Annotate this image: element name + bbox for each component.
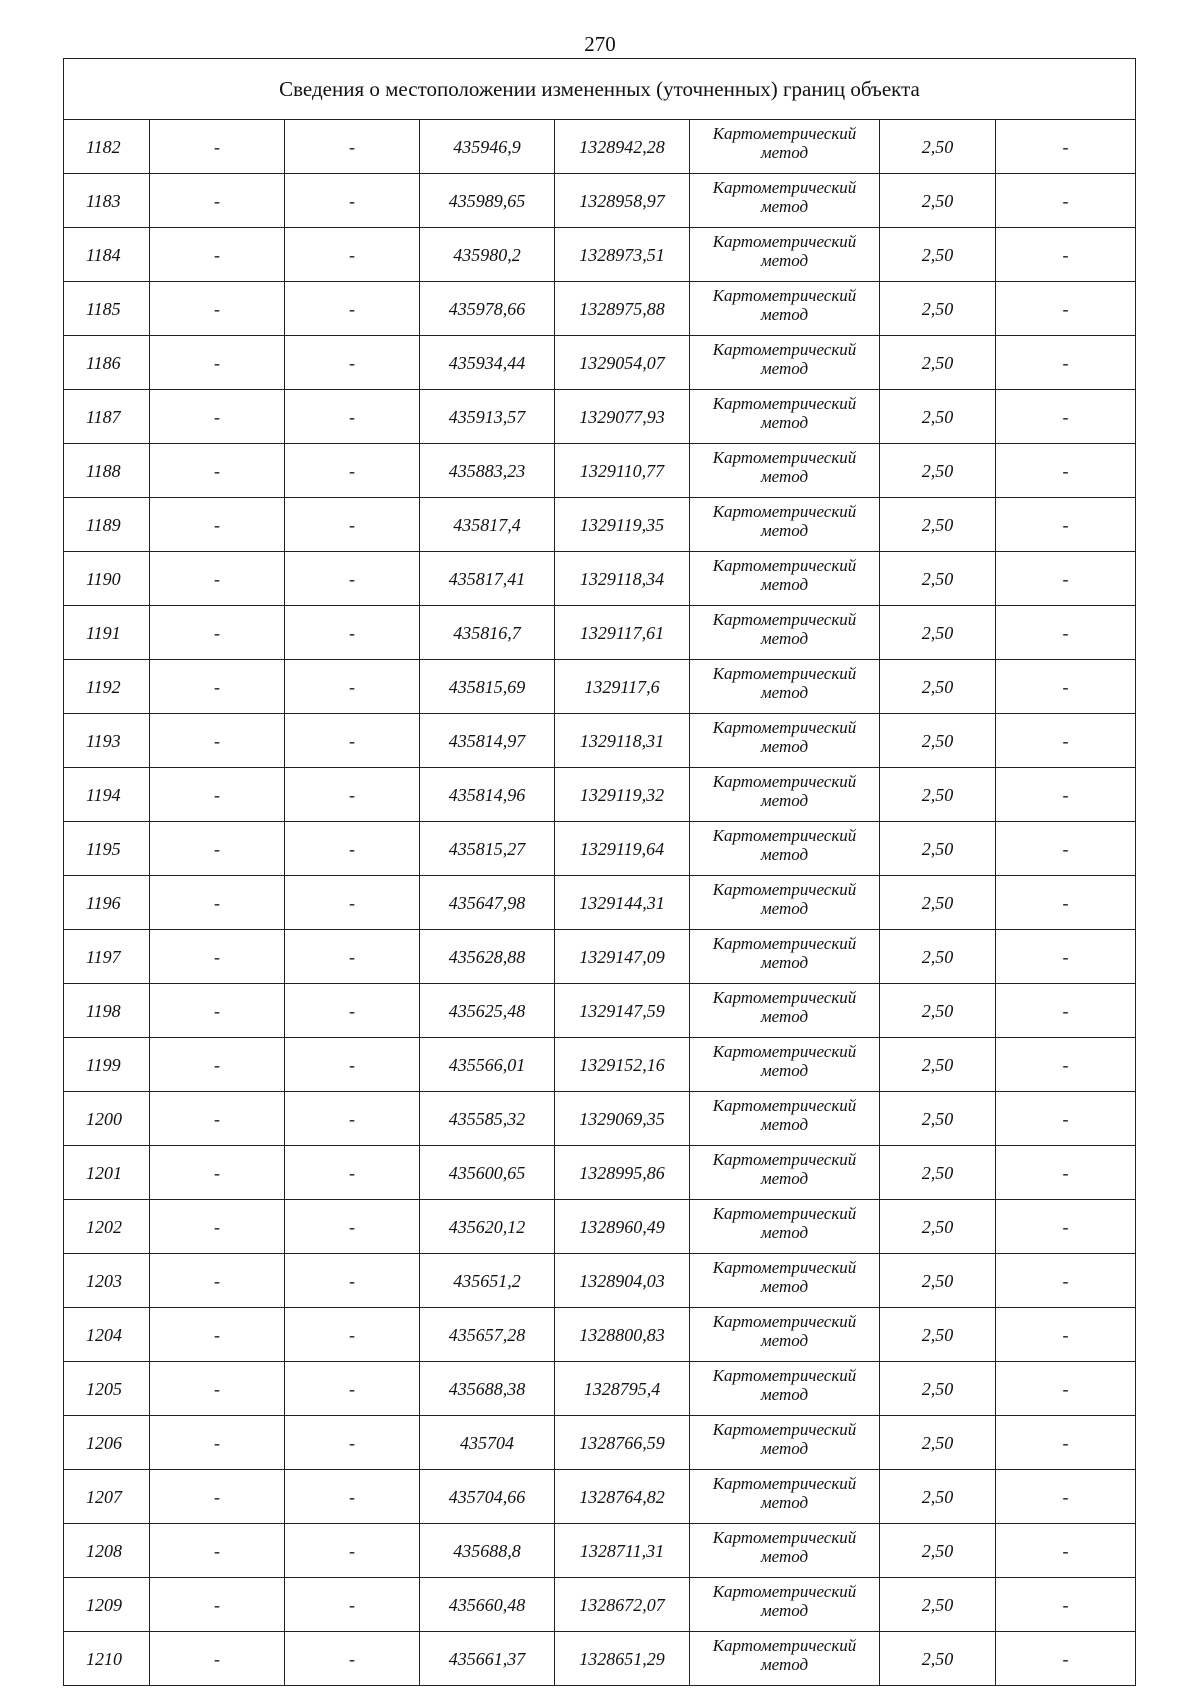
table-row: [64, 606, 1136, 660]
point-number-cell: 1210: [64, 1632, 150, 1686]
method-cell: Картометрический метод: [690, 660, 880, 714]
table-row: [64, 174, 1136, 228]
method-cell: Картометрический метод: [690, 174, 880, 228]
empty-cell: -: [285, 1146, 420, 1200]
point-number-cell: 1193: [64, 714, 150, 768]
empty-cell: -: [150, 660, 285, 714]
table-row: [64, 1470, 1136, 1524]
precision-cell: 2,50: [880, 1038, 996, 1092]
empty-cell: -: [150, 1578, 285, 1632]
method-cell: Картометрический метод: [690, 120, 880, 174]
empty-cell: -: [150, 1416, 285, 1470]
method-cell: Картометрический метод: [690, 1092, 880, 1146]
point-number-cell: 1205: [64, 1362, 150, 1416]
x-coordinate-cell: 435815,69: [420, 660, 555, 714]
empty-cell: -: [150, 498, 285, 552]
empty-cell: -: [996, 498, 1136, 552]
point-number-cell: 1188: [64, 444, 150, 498]
y-coordinate-cell: 1329152,16: [555, 1038, 690, 1092]
table-row: [64, 444, 1136, 498]
empty-cell: -: [150, 822, 285, 876]
x-coordinate-cell: 435989,65: [420, 174, 555, 228]
empty-cell: -: [285, 1308, 420, 1362]
precision-cell: 2,50: [880, 390, 996, 444]
empty-cell: -: [285, 1470, 420, 1524]
empty-cell: -: [285, 1524, 420, 1578]
method-cell: Картометрический метод: [690, 714, 880, 768]
empty-cell: -: [285, 714, 420, 768]
method-cell: Картометрический метод: [690, 876, 880, 930]
x-coordinate-cell: 435688,38: [420, 1362, 555, 1416]
empty-cell: -: [150, 1092, 285, 1146]
empty-cell: -: [285, 876, 420, 930]
point-number-cell: 1208: [64, 1524, 150, 1578]
y-coordinate-cell: 1328795,4: [555, 1362, 690, 1416]
table-row: [64, 660, 1136, 714]
x-coordinate-cell: 435600,65: [420, 1146, 555, 1200]
method-cell: Картометрический метод: [690, 552, 880, 606]
empty-cell: -: [996, 1146, 1136, 1200]
x-coordinate-cell: 435566,01: [420, 1038, 555, 1092]
empty-cell: -: [996, 1254, 1136, 1308]
empty-cell: -: [150, 984, 285, 1038]
y-coordinate-cell: 1329117,61: [555, 606, 690, 660]
point-number-cell: 1185: [64, 282, 150, 336]
empty-cell: -: [150, 444, 285, 498]
empty-cell: -: [996, 1524, 1136, 1578]
x-coordinate-cell: 435816,7: [420, 606, 555, 660]
empty-cell: -: [285, 1038, 420, 1092]
method-cell: Картометрический метод: [690, 1524, 880, 1578]
precision-cell: 2,50: [880, 120, 996, 174]
empty-cell: -: [285, 1578, 420, 1632]
method-cell: Картометрический метод: [690, 1146, 880, 1200]
empty-cell: -: [996, 444, 1136, 498]
method-cell: Картометрический метод: [690, 1470, 880, 1524]
empty-cell: -: [150, 1362, 285, 1416]
table-row: [64, 120, 1136, 174]
method-cell: Картометрический метод: [690, 606, 880, 660]
x-coordinate-cell: 435815,27: [420, 822, 555, 876]
empty-cell: -: [150, 1632, 285, 1686]
empty-cell: -: [996, 1092, 1136, 1146]
precision-cell: 2,50: [880, 1632, 996, 1686]
empty-cell: -: [996, 390, 1136, 444]
empty-cell: -: [150, 768, 285, 822]
y-coordinate-cell: 1329110,77: [555, 444, 690, 498]
point-number-cell: 1207: [64, 1470, 150, 1524]
point-number-cell: 1189: [64, 498, 150, 552]
empty-cell: -: [150, 606, 285, 660]
table-row: [64, 984, 1136, 1038]
empty-cell: -: [996, 876, 1136, 930]
page-number: 270: [584, 32, 616, 56]
table-row: [64, 390, 1136, 444]
empty-cell: -: [150, 1038, 285, 1092]
point-number-cell: 1196: [64, 876, 150, 930]
table-row: [64, 228, 1136, 282]
empty-cell: -: [285, 336, 420, 390]
method-cell: Картометрический метод: [690, 498, 880, 552]
table-row: [64, 822, 1136, 876]
empty-cell: -: [996, 120, 1136, 174]
point-number-cell: 1200: [64, 1092, 150, 1146]
x-coordinate-cell: 435883,23: [420, 444, 555, 498]
x-coordinate-cell: 435660,48: [420, 1578, 555, 1632]
empty-cell: -: [996, 228, 1136, 282]
table-row: [64, 1362, 1136, 1416]
empty-cell: -: [285, 282, 420, 336]
empty-cell: -: [150, 120, 285, 174]
point-number-cell: 1194: [64, 768, 150, 822]
table-row: [64, 1146, 1136, 1200]
empty-cell: -: [996, 660, 1136, 714]
x-coordinate-cell: 435688,8: [420, 1524, 555, 1578]
empty-cell: -: [285, 174, 420, 228]
empty-cell: -: [996, 930, 1136, 984]
empty-cell: -: [996, 174, 1136, 228]
point-number-cell: 1191: [64, 606, 150, 660]
empty-cell: -: [285, 1254, 420, 1308]
empty-cell: -: [285, 822, 420, 876]
precision-cell: 2,50: [880, 228, 996, 282]
empty-cell: -: [285, 1362, 420, 1416]
empty-cell: -: [150, 390, 285, 444]
empty-cell: -: [996, 1362, 1136, 1416]
point-number-cell: 1199: [64, 1038, 150, 1092]
empty-cell: -: [150, 552, 285, 606]
y-coordinate-cell: 1328651,29: [555, 1632, 690, 1686]
precision-cell: 2,50: [880, 930, 996, 984]
x-coordinate-cell: 435817,41: [420, 552, 555, 606]
table-title: Сведения о местоположении измененных (уточненных) границ объекта: [64, 59, 1136, 120]
method-cell: Картометрический метод: [690, 390, 880, 444]
y-coordinate-cell: 1329147,59: [555, 984, 690, 1038]
x-coordinate-cell: 435620,12: [420, 1200, 555, 1254]
empty-cell: -: [150, 1146, 285, 1200]
empty-cell: -: [996, 606, 1136, 660]
empty-cell: -: [285, 1416, 420, 1470]
precision-cell: 2,50: [880, 984, 996, 1038]
empty-cell: -: [150, 1200, 285, 1254]
method-cell: Картометрический метод: [690, 1578, 880, 1632]
table-row: [64, 282, 1136, 336]
table-row: [64, 1632, 1136, 1686]
precision-cell: 2,50: [880, 1524, 996, 1578]
empty-cell: -: [285, 552, 420, 606]
table-row: [64, 1578, 1136, 1632]
point-number-cell: 1209: [64, 1578, 150, 1632]
empty-cell: -: [996, 714, 1136, 768]
precision-cell: 2,50: [880, 606, 996, 660]
precision-cell: 2,50: [880, 1470, 996, 1524]
table-row: [64, 714, 1136, 768]
precision-cell: 2,50: [880, 1146, 996, 1200]
y-coordinate-cell: 1328973,51: [555, 228, 690, 282]
y-coordinate-cell: 1329144,31: [555, 876, 690, 930]
table-row: [64, 1416, 1136, 1470]
table-row: [64, 930, 1136, 984]
y-coordinate-cell: 1329118,31: [555, 714, 690, 768]
method-cell: Картометрический метод: [690, 1038, 880, 1092]
empty-cell: -: [996, 1038, 1136, 1092]
method-cell: Картометрический метод: [690, 1632, 880, 1686]
table-row: [64, 1308, 1136, 1362]
empty-cell: -: [150, 1470, 285, 1524]
empty-cell: -: [285, 498, 420, 552]
method-cell: Картометрический метод: [690, 282, 880, 336]
method-cell: Картометрический метод: [690, 336, 880, 390]
x-coordinate-cell: 435657,28: [420, 1308, 555, 1362]
x-coordinate-cell: 435978,66: [420, 282, 555, 336]
empty-cell: -: [996, 552, 1136, 606]
empty-cell: -: [996, 822, 1136, 876]
method-cell: Картометрический метод: [690, 930, 880, 984]
method-cell: Картометрический метод: [690, 1416, 880, 1470]
method-cell: Картометрический метод: [690, 1308, 880, 1362]
precision-cell: 2,50: [880, 444, 996, 498]
table-title-row: [64, 59, 1136, 120]
method-cell: Картометрический метод: [690, 1254, 880, 1308]
point-number-cell: 1186: [64, 336, 150, 390]
point-number-cell: 1202: [64, 1200, 150, 1254]
precision-cell: 2,50: [880, 174, 996, 228]
y-coordinate-cell: 1329147,09: [555, 930, 690, 984]
empty-cell: -: [150, 876, 285, 930]
table-body: [64, 120, 1136, 1686]
y-coordinate-cell: 1329069,35: [555, 1092, 690, 1146]
empty-cell: -: [285, 930, 420, 984]
point-number-cell: 1195: [64, 822, 150, 876]
x-coordinate-cell: 435585,32: [420, 1092, 555, 1146]
point-number-cell: 1204: [64, 1308, 150, 1362]
method-cell: Картометрический метод: [690, 1200, 880, 1254]
point-number-cell: 1192: [64, 660, 150, 714]
empty-cell: -: [150, 282, 285, 336]
y-coordinate-cell: 1329077,93: [555, 390, 690, 444]
y-coordinate-cell: 1328942,28: [555, 120, 690, 174]
empty-cell: -: [150, 174, 285, 228]
y-coordinate-cell: 1328960,49: [555, 1200, 690, 1254]
empty-cell: -: [285, 1200, 420, 1254]
precision-cell: 2,50: [880, 1308, 996, 1362]
y-coordinate-cell: 1329119,64: [555, 822, 690, 876]
table-row: [64, 336, 1136, 390]
table-row: [64, 768, 1136, 822]
y-coordinate-cell: 1329054,07: [555, 336, 690, 390]
x-coordinate-cell: 435651,2: [420, 1254, 555, 1308]
method-cell: Картометрический метод: [690, 822, 880, 876]
empty-cell: -: [285, 606, 420, 660]
x-coordinate-cell: 435661,37: [420, 1632, 555, 1686]
empty-cell: -: [996, 984, 1136, 1038]
empty-cell: -: [285, 228, 420, 282]
empty-cell: -: [285, 1632, 420, 1686]
y-coordinate-cell: 1329119,35: [555, 498, 690, 552]
precision-cell: 2,50: [880, 1578, 996, 1632]
x-coordinate-cell: 435946,9: [420, 120, 555, 174]
point-number-cell: 1206: [64, 1416, 150, 1470]
point-number-cell: 1183: [64, 174, 150, 228]
table-row: [64, 552, 1136, 606]
x-coordinate-cell: 435704,66: [420, 1470, 555, 1524]
precision-cell: 2,50: [880, 498, 996, 552]
empty-cell: -: [150, 714, 285, 768]
x-coordinate-cell: 435980,2: [420, 228, 555, 282]
y-coordinate-cell: 1329119,32: [555, 768, 690, 822]
empty-cell: -: [150, 930, 285, 984]
empty-cell: -: [285, 660, 420, 714]
table-row: [64, 1092, 1136, 1146]
table-row: [64, 1524, 1136, 1578]
x-coordinate-cell: 435934,44: [420, 336, 555, 390]
point-number-cell: 1182: [64, 120, 150, 174]
table-row: [64, 1038, 1136, 1092]
x-coordinate-cell: 435814,96: [420, 768, 555, 822]
precision-cell: 2,50: [880, 876, 996, 930]
table-row: [64, 1254, 1136, 1308]
point-number-cell: 1201: [64, 1146, 150, 1200]
table-row: [64, 498, 1136, 552]
empty-cell: -: [996, 336, 1136, 390]
precision-cell: 2,50: [880, 1254, 996, 1308]
table-row: [64, 1200, 1136, 1254]
table-row: [64, 876, 1136, 930]
empty-cell: -: [996, 1578, 1136, 1632]
precision-cell: 2,50: [880, 714, 996, 768]
x-coordinate-cell: 435913,57: [420, 390, 555, 444]
x-coordinate-cell: 435814,97: [420, 714, 555, 768]
empty-cell: -: [996, 282, 1136, 336]
empty-cell: -: [150, 228, 285, 282]
method-cell: Картометрический метод: [690, 1362, 880, 1416]
empty-cell: -: [285, 120, 420, 174]
method-cell: Картометрический метод: [690, 768, 880, 822]
empty-cell: -: [996, 1632, 1136, 1686]
y-coordinate-cell: 1328975,88: [555, 282, 690, 336]
method-cell: Картометрический метод: [690, 444, 880, 498]
y-coordinate-cell: 1328711,31: [555, 1524, 690, 1578]
empty-cell: -: [996, 1308, 1136, 1362]
precision-cell: 2,50: [880, 768, 996, 822]
empty-cell: -: [285, 1092, 420, 1146]
empty-cell: -: [996, 768, 1136, 822]
empty-cell: -: [150, 1254, 285, 1308]
y-coordinate-cell: 1329118,34: [555, 552, 690, 606]
empty-cell: -: [285, 984, 420, 1038]
empty-cell: -: [285, 444, 420, 498]
point-number-cell: 1203: [64, 1254, 150, 1308]
precision-cell: 2,50: [880, 660, 996, 714]
point-number-cell: 1187: [64, 390, 150, 444]
empty-cell: -: [285, 390, 420, 444]
x-coordinate-cell: 435625,48: [420, 984, 555, 1038]
point-number-cell: 1190: [64, 552, 150, 606]
coordinates-table: [63, 58, 1136, 1686]
empty-cell: -: [996, 1200, 1136, 1254]
precision-cell: 2,50: [880, 552, 996, 606]
empty-cell: -: [996, 1470, 1136, 1524]
precision-cell: 2,50: [880, 1362, 996, 1416]
precision-cell: 2,50: [880, 282, 996, 336]
x-coordinate-cell: 435704: [420, 1416, 555, 1470]
point-number-cell: 1198: [64, 984, 150, 1038]
x-coordinate-cell: 435628,88: [420, 930, 555, 984]
point-number-cell: 1184: [64, 228, 150, 282]
empty-cell: -: [150, 336, 285, 390]
empty-cell: -: [996, 1416, 1136, 1470]
precision-cell: 2,50: [880, 822, 996, 876]
y-coordinate-cell: 1328800,83: [555, 1308, 690, 1362]
y-coordinate-cell: 1328904,03: [555, 1254, 690, 1308]
precision-cell: 2,50: [880, 1416, 996, 1470]
y-coordinate-cell: 1328764,82: [555, 1470, 690, 1524]
precision-cell: 2,50: [880, 1200, 996, 1254]
empty-cell: -: [285, 768, 420, 822]
empty-cell: -: [150, 1308, 285, 1362]
y-coordinate-cell: 1328958,97: [555, 174, 690, 228]
x-coordinate-cell: 435647,98: [420, 876, 555, 930]
empty-cell: -: [150, 1524, 285, 1578]
precision-cell: 2,50: [880, 1092, 996, 1146]
y-coordinate-cell: 1328766,59: [555, 1416, 690, 1470]
point-number-cell: 1197: [64, 930, 150, 984]
y-coordinate-cell: 1329117,6: [555, 660, 690, 714]
x-coordinate-cell: 435817,4: [420, 498, 555, 552]
precision-cell: 2,50: [880, 336, 996, 390]
method-cell: Картометрический метод: [690, 228, 880, 282]
method-cell: Картометрический метод: [690, 984, 880, 1038]
y-coordinate-cell: 1328672,07: [555, 1578, 690, 1632]
y-coordinate-cell: 1328995,86: [555, 1146, 690, 1200]
